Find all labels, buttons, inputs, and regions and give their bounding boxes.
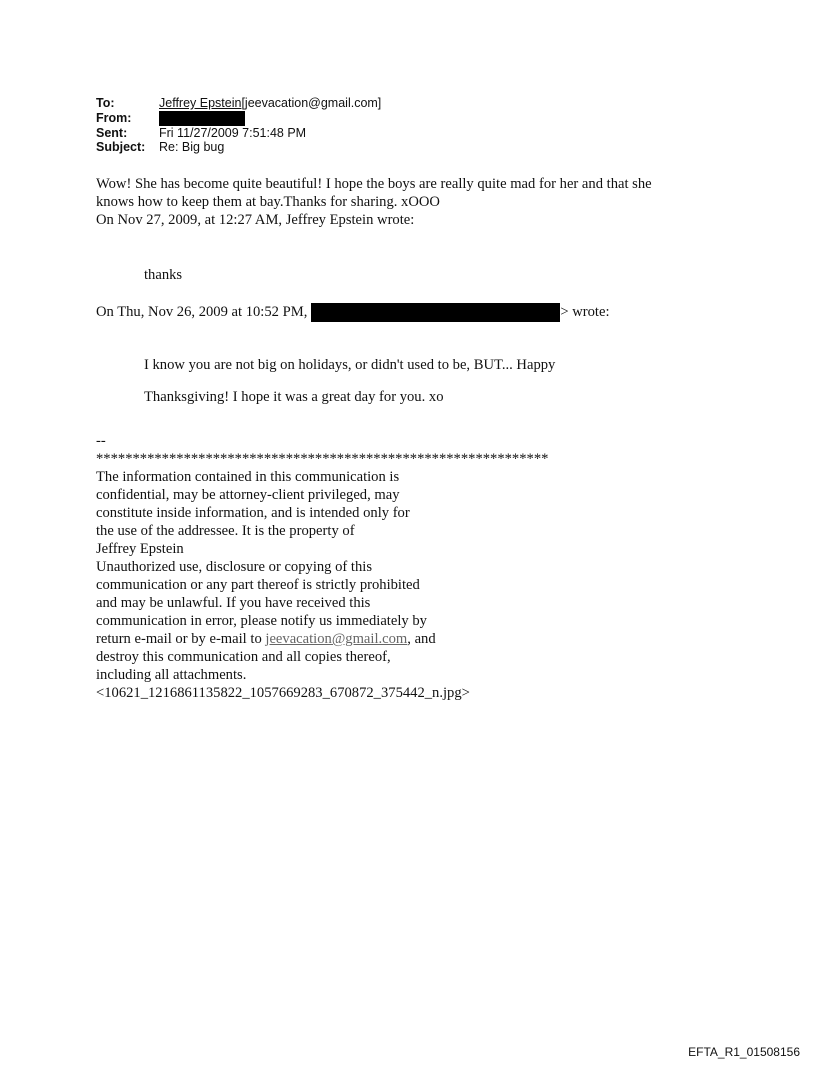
disclaimer-line: the use of the addressee. It is the property of	[96, 523, 355, 539]
sender-redaction	[311, 303, 560, 322]
disclaimer-line: destroy this communication and all copies thereof,	[96, 649, 391, 665]
email-header	[96, 96, 381, 155]
quoted-thanks: thanks	[144, 267, 183, 283]
confidentiality-disclaimer	[96, 432, 616, 702]
to-row	[96, 96, 381, 111]
disclaimer-line: Unauthorized use, disclosure or copying of this	[96, 559, 373, 575]
quoted-message	[144, 341, 644, 421]
return-prefix: return e-mail or by e-mail to	[96, 631, 266, 647]
quote-line-2: Thanksgiving! I hope it was a great day for you. xo	[144, 389, 444, 406]
disclaimer-line: communication in error, please notify us immediately by	[96, 613, 427, 629]
from-value	[159, 111, 245, 126]
body-line-3: On Nov 27, 2009, at 12:27 AM, Jeffrey Epstein wrote:	[96, 212, 415, 228]
attribution-suffix: > wrote:	[560, 304, 610, 320]
from-label: From:	[96, 110, 132, 125]
separator-stars: **************************************************************	[96, 451, 549, 467]
return-suffix: , and	[407, 631, 436, 647]
to-email: [jeevacation@gmail.com]	[241, 96, 382, 110]
subject-value: Re: Big bug	[159, 140, 225, 154]
disclaimer-line: constitute inside information, and is intended only for	[96, 505, 410, 521]
disclaimer-return-line	[96, 630, 616, 648]
sent-row	[96, 126, 381, 141]
subject-label: Subject:	[96, 140, 146, 154]
sent-value: Fri 11/27/2009 7:51:48 PM	[159, 125, 307, 140]
attachment-reference: <10621_1216861135822_1057669283_670872_375442_n.jpg>	[96, 685, 470, 701]
disclaimer-line: Jeffrey Epstein	[96, 541, 184, 557]
disclaimer-line: including all attachments.	[96, 667, 247, 683]
from-redaction	[159, 111, 245, 126]
to-label: To:	[96, 96, 115, 110]
disclaimer-line: and may be unlawful. If you have received this	[96, 595, 371, 611]
disclaimer-line: confidential, may be attorney-client privileged, may	[96, 487, 400, 503]
email-link[interactable]: jeevacation@gmail.com	[265, 631, 408, 647]
attribution-prefix: On Thu, Nov 26, 2009 at 10:52 PM,	[96, 304, 308, 320]
quote-line-1: I know you are not big on holidays, or didn't used to be, BUT... Happy	[144, 356, 556, 373]
reply-body	[96, 175, 756, 229]
quote-attribution	[96, 303, 610, 322]
disclaimer-line: communication or any part thereof is strictly prohibited	[96, 577, 420, 593]
body-line-2: knows how to keep them at bay.Thanks for sharing. xOOO	[96, 194, 440, 210]
sent-label: Sent:	[96, 125, 128, 140]
to-name: Jeffrey Epstein	[159, 96, 242, 110]
subject-row	[96, 140, 381, 155]
signature-dashes: --	[96, 433, 106, 449]
document-id: EFTA_R1_01508156	[688, 1045, 800, 1059]
from-row	[96, 111, 381, 126]
disclaimer-line: The information contained in this communication is	[96, 469, 400, 485]
body-line-1: Wow! She has become quite beautiful! I hope the boys are really quite mad for her and that she	[96, 176, 652, 192]
to-value	[159, 96, 381, 111]
